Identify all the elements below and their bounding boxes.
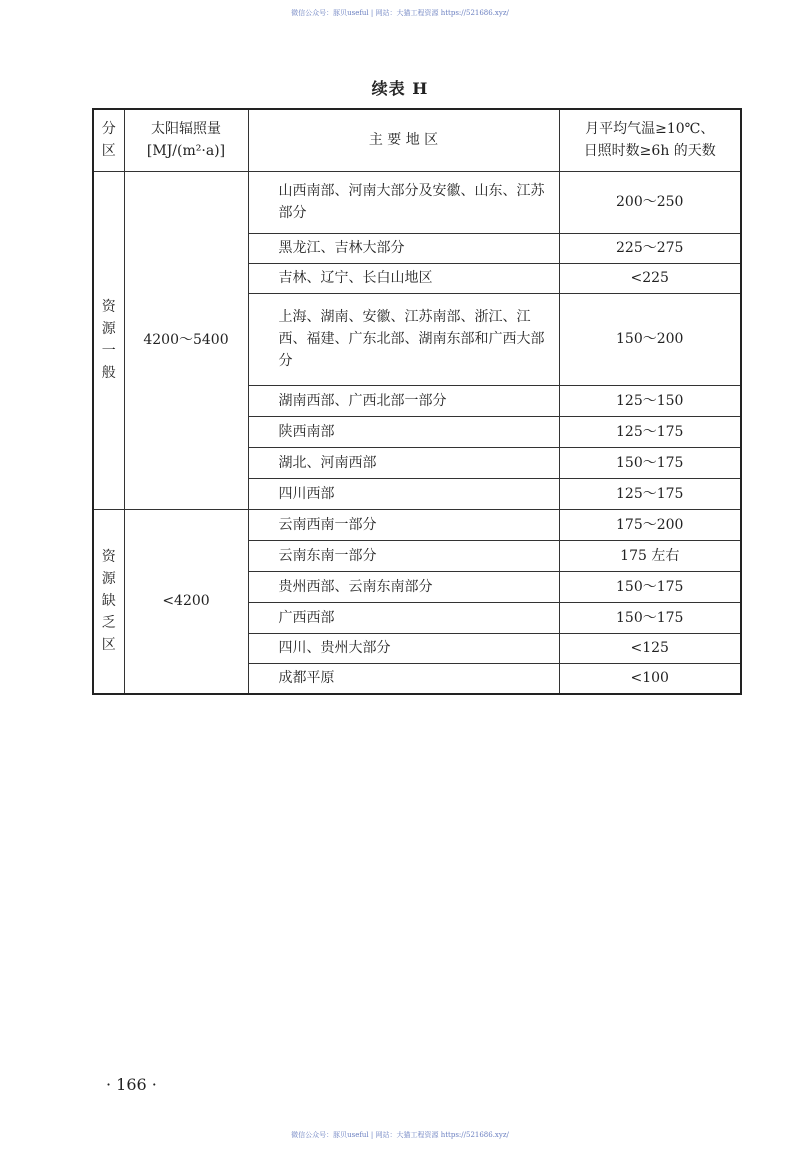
table-row <box>93 171 741 233</box>
days-cell: 150～200 <box>559 293 741 385</box>
region-cell: 上海、湖南、安徽、江苏南部、浙江、江西、福建、广东北部、湖南东部和广西大部分 <box>248 293 559 385</box>
region-cell: 四川西部 <box>248 478 559 509</box>
header-region: 主 要 地 区 <box>248 109 559 171</box>
days-cell: 175～200 <box>559 509 741 540</box>
days-cell: 200～250 <box>559 171 741 233</box>
days-cell: 225～275 <box>559 233 741 263</box>
days-cell: 125～175 <box>559 416 741 447</box>
table-row <box>93 509 741 540</box>
days-cell: 125～150 <box>559 385 741 416</box>
region-cell: 云南东南一部分 <box>248 540 559 571</box>
region-cell: 四川、贵州大部分 <box>248 633 559 663</box>
watermark-bottom: 微信公众号：豚贝useful | 网站：大猫工程资源 https://521686.xyz/ <box>291 1131 509 1139</box>
region-cell: 陕西南部 <box>248 416 559 447</box>
zone-cell: 资源缺乏区 <box>93 509 124 694</box>
radiation-cell: <4200 <box>124 509 248 694</box>
header-row <box>93 109 741 171</box>
solar-resource-table <box>92 108 742 695</box>
region-cell: 黑龙江、吉林大部分 <box>248 233 559 263</box>
zone-cell: 资源一般 <box>93 171 124 509</box>
page-number: · 166 · <box>106 1075 157 1094</box>
days-cell: <100 <box>559 663 741 694</box>
days-cell: 150～175 <box>559 571 741 602</box>
region-cell: 广西西部 <box>248 602 559 633</box>
region-cell: 吉林、辽宁、长白山地区 <box>248 263 559 293</box>
header-radiation: 太阳辐照量 [MJ/(m²·a)] <box>124 109 248 171</box>
days-cell: 125～175 <box>559 478 741 509</box>
region-cell: 山西南部、河南大部分及安徽、山东、江苏部分 <box>248 171 559 233</box>
days-cell: <125 <box>559 633 741 663</box>
days-cell: <225 <box>559 263 741 293</box>
region-cell: 湖南西部、广西北部一部分 <box>248 385 559 416</box>
header-zone: 分区 <box>93 109 124 171</box>
region-cell: 成都平原 <box>248 663 559 694</box>
days-cell: 150～175 <box>559 447 741 478</box>
region-cell: 贵州西部、云南东南部分 <box>248 571 559 602</box>
table-title: 续表 H <box>371 79 429 98</box>
watermark-top: 微信公众号：豚贝useful | 网站：大猫工程资源 https://521686.xyz/ <box>291 9 509 17</box>
days-cell: 150～175 <box>559 602 741 633</box>
region-cell: 湖北、河南西部 <box>248 447 559 478</box>
header-days: 月平均气温≥10℃、 日照时数≥6h 的天数 <box>559 109 741 171</box>
days-cell: 175 左右 <box>559 540 741 571</box>
radiation-cell: 4200～5400 <box>124 171 248 509</box>
region-cell: 云南西南一部分 <box>248 509 559 540</box>
